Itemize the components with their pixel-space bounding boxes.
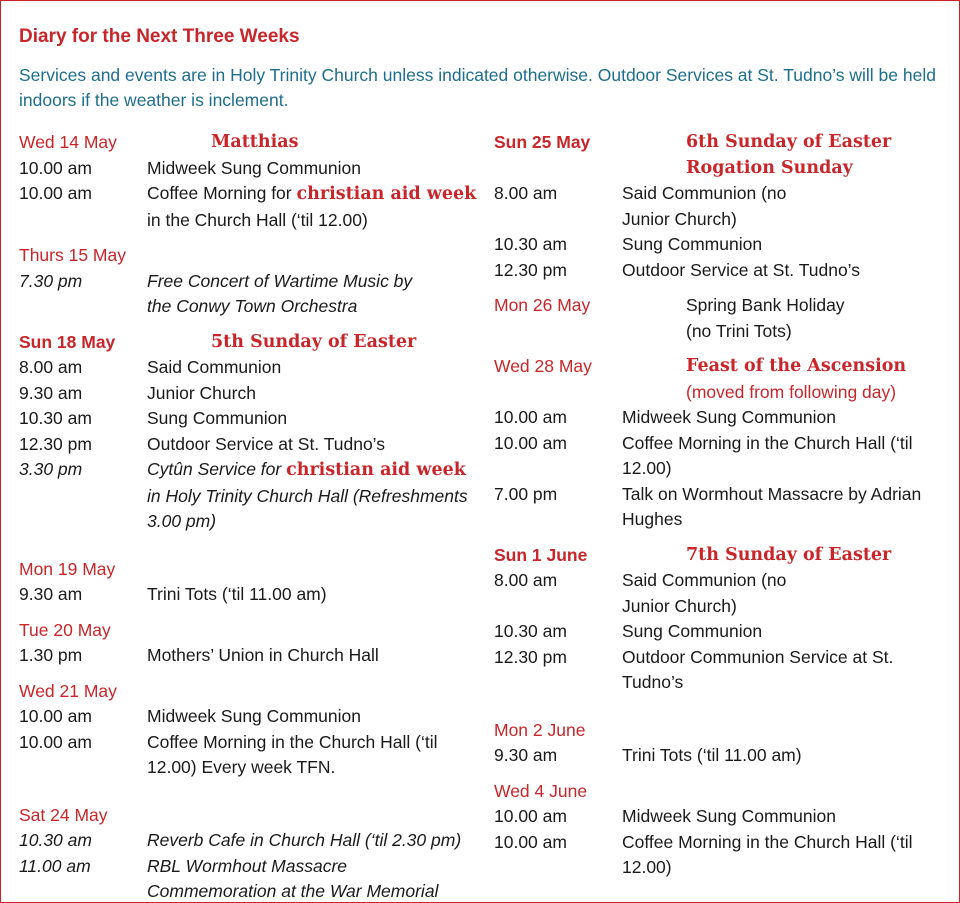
event-description: Cytûn Service for christian aid week in Holy Trinity Church Hall (Refreshments 3.00 pm) (147, 459, 468, 531)
event-time: 8.00 am (494, 570, 558, 590)
event-row (494, 405, 944, 431)
day-date: Sat 24 May (19, 804, 108, 825)
feast-name: 6th Sunday of Easter (686, 132, 892, 152)
event-description: Said Communion (no Junior Church) (622, 183, 787, 229)
christian-aid-week-highlight: christian aid week (286, 460, 466, 480)
event-time: 10.00 am (494, 432, 567, 453)
event-description: Coffee Morning in the Church Hall (‘til 12.00) Every week TFN. (147, 731, 438, 777)
holiday-subnote: (no Trini Tots) (686, 320, 792, 341)
event-time: 10.30 am (494, 234, 567, 254)
event-time: 10.30 am (19, 408, 92, 428)
event-description: Free Concert of Wartime Music by the Conwy Town Orchestra (147, 270, 413, 316)
day-date: Tue 20 May (19, 619, 111, 640)
day-tue-20-may (19, 618, 479, 669)
right-column (494, 130, 944, 881)
event-time: 10.00 am (19, 706, 92, 726)
day-wed-14-may (19, 130, 479, 233)
event-time: 8.00 am (19, 357, 83, 377)
event-time: 10.00 am (19, 731, 92, 752)
day-date: Mon 19 May (19, 558, 116, 579)
event-description: Coffee Morning in the Church Hall (‘til 12.00) (622, 831, 913, 877)
event-description: Outdoor Communion Service at St. Tudno’s (622, 646, 894, 692)
event-time: 10.30 am (19, 830, 92, 850)
event-description: RBL Wormhout Massacre Commemoration at the War Memorial (147, 855, 439, 901)
day-thurs-15-may (19, 243, 479, 320)
event-time: 11.00 am (19, 855, 91, 876)
event-description: Coffee Morning for christian aid week in the Church Hall (‘til 12.00) (147, 183, 477, 230)
feast-name: 7th Sunday of Easter (686, 544, 892, 565)
event-description: Sung Communion (622, 621, 763, 641)
day-wed-21-may (19, 679, 479, 781)
day-wed-28-may (494, 354, 944, 533)
feast-name: 5th Sunday of Easter (211, 331, 417, 352)
event-row (19, 432, 479, 458)
event-time: 12.30 pm (19, 433, 92, 454)
day-date: Sun 18 May (19, 331, 116, 352)
event-row (494, 804, 944, 830)
event-description: Sung Communion (622, 234, 763, 254)
event-time: 1.30 pm (19, 645, 83, 665)
day-sun-25-may (494, 130, 944, 283)
event-row (494, 830, 944, 881)
feast-subtitle: (moved from following day) (686, 381, 897, 402)
day-date: Wed 28 May (494, 356, 592, 376)
event-description: Midweek Sung Communion (622, 407, 836, 427)
holiday-note: Spring Bank Holiday (686, 295, 845, 315)
event-row (19, 181, 479, 233)
event-description: Mothers’ Union in Church Hall (147, 645, 379, 665)
event-time: 10.00 am (19, 183, 92, 203)
christian-aid-week-highlight: christian aid week (296, 184, 477, 204)
day-wed-4-june (494, 779, 944, 881)
event-row (19, 643, 479, 669)
event-row (19, 457, 479, 535)
event-row (19, 828, 479, 854)
day-mon-19-may (19, 557, 479, 608)
event-row (19, 355, 479, 381)
left-column (19, 130, 479, 903)
event-row (19, 704, 479, 730)
day-date: Thurs 15 May (19, 245, 126, 265)
event-row (494, 181, 944, 232)
day-date: Wed 21 May (19, 680, 117, 701)
event-row (19, 406, 479, 432)
day-sun-1-june (494, 543, 944, 696)
event-row (19, 381, 479, 407)
day-sun-18-may (19, 330, 479, 535)
event-description: Said Communion (no Junior Church) (622, 570, 787, 616)
day-date: Mon 2 June (494, 719, 586, 740)
day-date: Sun 1 June (494, 544, 588, 565)
event-row (494, 619, 944, 645)
feast-name: Matthias (211, 132, 299, 152)
event-time: 9.30 am (19, 584, 83, 604)
day-mon-26-may (494, 293, 944, 344)
event-description: Midweek Sung Communion (147, 157, 361, 178)
event-row (494, 232, 944, 258)
event-row (494, 568, 944, 619)
event-time: 12.30 pm (494, 646, 567, 667)
event-time: 7.00 pm (494, 483, 558, 504)
event-time: 10.00 am (494, 407, 567, 427)
event-row (494, 645, 944, 696)
day-sat-24-may (19, 803, 479, 903)
event-description: Outdoor Service at St. Tudno’s (622, 259, 861, 280)
intro-text: Services and events are in Holy Trinity Church unless indicated otherwise. Outdoor Services at St. Tudno’s will be held indoors if the weather is inclement. (19, 65, 936, 110)
event-description: Trini Tots (‘til 11.00 am) (622, 745, 802, 765)
event-row (19, 730, 479, 781)
event-description: Talk on Wormhout Massacre by Adrian Hughes (622, 483, 922, 529)
event-row (494, 258, 944, 284)
event-time: 9.30 am (19, 382, 83, 403)
feast-subtitle: Rogation Sunday (686, 157, 853, 178)
event-description: Coffee Morning in the Church Hall (‘til 12.00) (622, 432, 913, 478)
event-time: 12.30 pm (494, 259, 567, 280)
event-description: Midweek Sung Communion (147, 706, 361, 726)
diary-title: Diary for the Next Three Weeks (19, 26, 300, 47)
event-description: Midweek Sung Communion (622, 806, 836, 826)
event-row (494, 431, 944, 482)
event-description: Trini Tots (‘til 11.00 am) (147, 584, 327, 604)
event-row (494, 482, 944, 533)
event-row (494, 743, 944, 769)
event-time: 9.30 am (494, 745, 558, 765)
day-date: Sun 25 May (494, 132, 591, 152)
event-time: 10.00 am (494, 806, 567, 826)
event-description: Said Communion (147, 357, 282, 377)
day-date: Mon 26 May (494, 295, 591, 315)
event-time: 8.00 am (494, 183, 558, 203)
event-time: 10.00 am (19, 157, 92, 178)
event-description: Sung Communion (147, 408, 288, 428)
event-description: Reverb Cafe in Church Hall (‘til 2.30 pm) (147, 830, 462, 850)
day-date: Wed 4 June (494, 780, 588, 801)
event-description: Outdoor Service at St. Tudno’s (147, 433, 386, 454)
event-time: 10.00 am (494, 831, 567, 852)
feast-name: Feast of the Ascension (686, 356, 907, 376)
event-row (19, 156, 479, 182)
event-time: 7.30 pm (19, 270, 83, 291)
day-date: Wed 14 May (19, 132, 117, 152)
event-description: Junior Church (147, 382, 256, 403)
day-mon-2-june (494, 718, 944, 769)
event-row (19, 269, 479, 320)
event-time: 3.30 pm (19, 459, 83, 479)
event-time: 10.30 am (494, 621, 567, 641)
event-row (19, 854, 479, 903)
event-row (19, 582, 479, 608)
